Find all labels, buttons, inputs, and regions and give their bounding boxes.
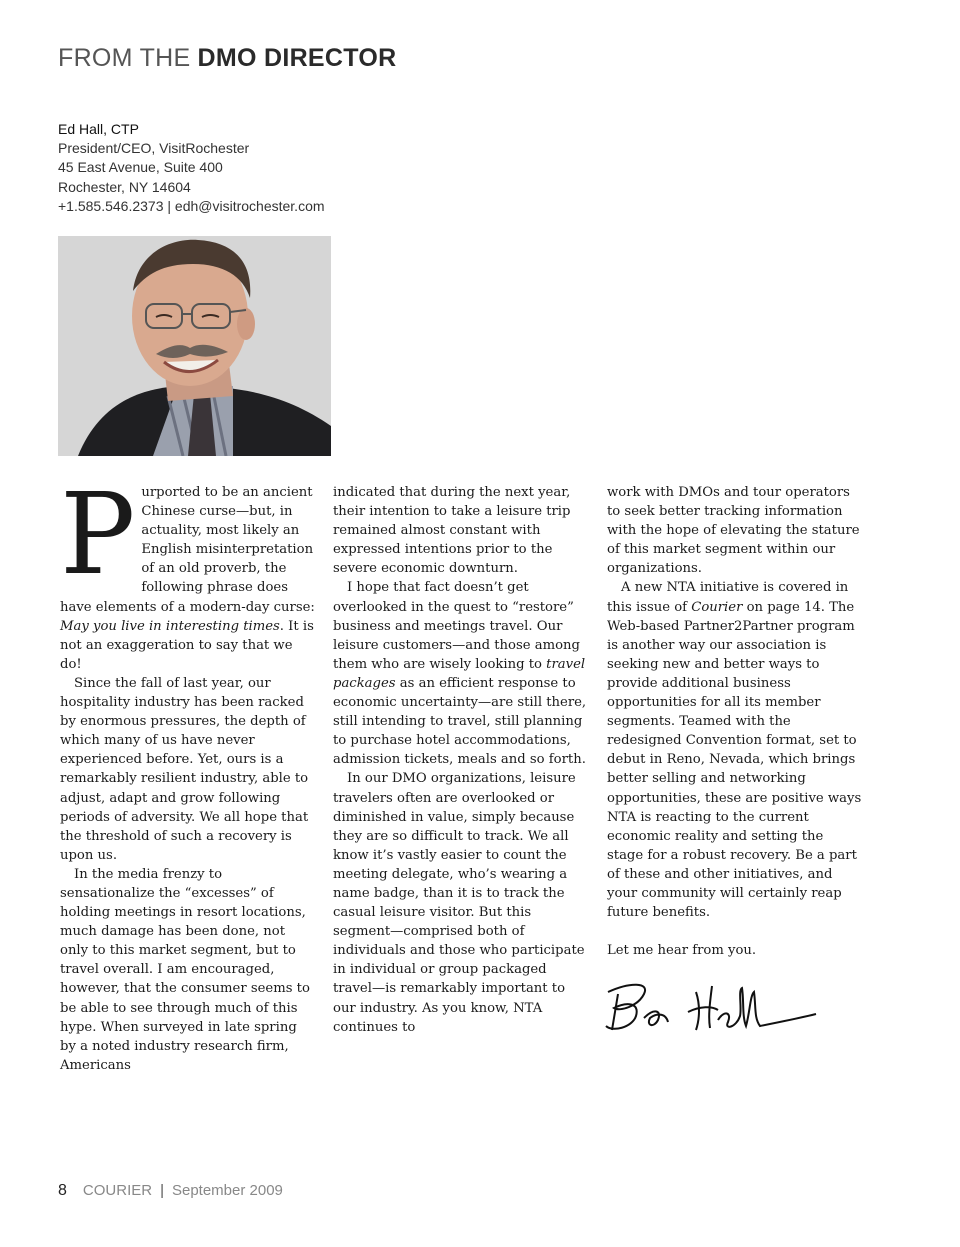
paragraph — [333, 578, 589, 769]
handwritten-signature — [600, 972, 820, 1044]
text-run: . It is not an exaggeration to say that we do! — [60, 618, 314, 672]
contact-phone-email: +1.585.546.2373 | edh@visitrochester.com — [58, 197, 325, 214]
italic-quote: May you live in interesting times — [60, 618, 280, 634]
paragraph: work with DMOs and tour operators to seek better tracking information with the hope of elevating the stature of this market segment within our organizations. — [607, 485, 860, 577]
footer-separator: | — [160, 1182, 164, 1199]
author-portrait-photo — [58, 236, 331, 456]
contact-address-line2: Rochester, NY 14604 — [58, 178, 191, 195]
text-run: I hope that fact doesn’t get overlooked in the quest to “restore” business and meetings travel. Our leisure customers—and those among them who are wisely looking to — [333, 580, 580, 672]
article-column-3 — [607, 483, 863, 960]
paragraph: indicated that during the next year, their intention to take a leisure trip remained almost constant with expressed intentions prior to the severe economic downturn. — [333, 485, 571, 577]
contact-address-line1: 45 East Avenue, Suite 400 — [58, 159, 223, 176]
italic-publication: Courier — [691, 599, 743, 615]
drop-cap: P — [60, 470, 136, 600]
contact-title: President/CEO, VisitRochester — [58, 140, 250, 157]
text-run: as an efficient response to economic uncertainty—are still there, still intending to travel, still planning to purchase hotel accommodations, admission tickets, meals and so forth. — [333, 675, 587, 768]
publication-name: COURIER — [82, 1182, 153, 1199]
paragraph — [607, 578, 863, 922]
italic-term: travel packages — [333, 656, 586, 691]
page-footer — [58, 1182, 283, 1200]
paragraph: Since the fall of last year, our hospitality industry has been racked by enormous pressures, the depth of which many of us have never experienced before. Yet, ours is a remarkably resilient industry, able to adjust, adapt and grow following periods of adversity. We all hope that the threshold of such a recovery is upon us. — [60, 675, 309, 863]
paragraph: In our DMO organizations, leisure travelers often are overlooked or diminished in value, simply because they are so difficult to track. We all know it’s vastly easier to count the meeting delegate, who’s wearing a name badge, than it is to track the casual leisure visitor. But this segment—comprised both of individuals and those who participate in individual or group packaged travel—is remarkably important to our industry. As you know, NTA continues to — [333, 771, 585, 1035]
text-run: urported to be an ancient Chinese curse—but, in actuality, most likely an English misinterpretation of an old proverb, the following phrase does have elements of a modern-day curse: — [60, 485, 315, 615]
text-run: A new NTA initiative is covered in this issue of — [607, 580, 849, 615]
article-column-2 — [333, 483, 589, 1037]
heading-bold: DMO DIRECTOR — [197, 44, 397, 72]
paragraph-gap — [607, 922, 863, 941]
section-heading — [58, 44, 396, 73]
paragraph: In the media frenzy to sensationalize the “excesses” of holding meetings in resort locations, much damage has been done, not only to this market segment, but to travel overall. I am encouraged, however, that the consumer seems to be able to see through much of this hype. When surveyed in late spring by a noted industry research firm, Americans — [60, 866, 310, 1073]
text-run: on page 14. The Web-based Partner2Partner program is another way our association is seeking new and better ways to provide additional business opportunities for all its member segments. Teamed with the redesigned Convention format, set to debut in Reno, Nevada, which brings better selling and networking opportunities, these are positive ways NTA is reacting to the current economic reality and setting the stage for a robust recovery. Be a part of these and other initiatives, and your community will certainly reap future benefits. — [607, 599, 862, 921]
heading-light: FROM THE — [58, 44, 191, 72]
page-number: 8 — [58, 1182, 67, 1199]
contact-block — [58, 120, 325, 216]
issue-date: September 2009 — [171, 1182, 283, 1199]
article-column-1 — [60, 470, 316, 1075]
contact-name: Ed Hall, CTP — [58, 121, 139, 137]
closing-line: Let me hear from you. — [607, 943, 757, 959]
